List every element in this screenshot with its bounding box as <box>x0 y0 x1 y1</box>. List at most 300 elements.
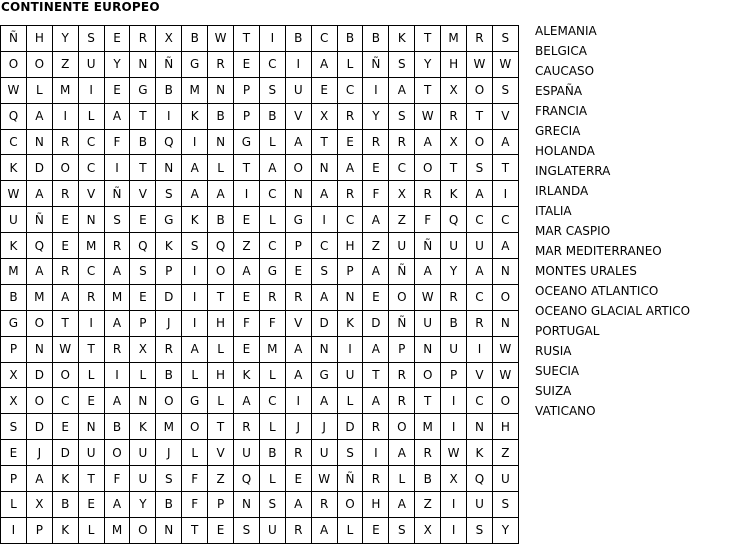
word-list-item: OCEANO ATLANTICO <box>535 284 659 298</box>
grid-cell: K <box>182 103 208 129</box>
grid-cell: I <box>104 155 130 181</box>
grid-cell: S <box>389 103 415 129</box>
grid-cell: A <box>182 155 208 181</box>
grid-row <box>1 207 519 233</box>
grid-cell: N <box>156 155 182 181</box>
grid-cell: L <box>389 466 415 492</box>
grid-cell: U <box>467 233 493 259</box>
grid-cell: T <box>208 414 234 440</box>
grid-cell: S <box>259 492 285 518</box>
grid-cell: S <box>492 26 518 52</box>
grid-cell: U <box>234 440 260 466</box>
grid-cell: R <box>285 284 311 310</box>
grid-cell: B <box>156 362 182 388</box>
grid-cell: A <box>26 466 52 492</box>
grid-cell: I <box>52 103 78 129</box>
grid-cell: W <box>492 336 518 362</box>
grid-cell: W <box>492 362 518 388</box>
grid-cell: B <box>182 26 208 52</box>
grid-cell: C <box>78 155 104 181</box>
grid-cell: M <box>156 414 182 440</box>
grid-cell: S <box>234 517 260 543</box>
word-list-item: MONTES URALES <box>535 264 637 278</box>
grid-cell: S <box>104 207 130 233</box>
grid-cell: V <box>492 103 518 129</box>
grid-cell: Y <box>52 26 78 52</box>
grid-cell: O <box>285 155 311 181</box>
grid-cell: L <box>130 362 156 388</box>
grid-cell: C <box>311 233 337 259</box>
grid-row <box>1 129 519 155</box>
grid-cell: V <box>208 440 234 466</box>
word-list-item: GRECIA <box>535 124 581 138</box>
grid-cell: K <box>389 26 415 52</box>
grid-cell: S <box>182 233 208 259</box>
grid-cell: G <box>130 77 156 103</box>
grid-cell: Z <box>415 492 441 518</box>
grid-cell: A <box>259 155 285 181</box>
grid-cell: I <box>311 207 337 233</box>
grid-cell: N <box>78 414 104 440</box>
grid-cell: I <box>182 284 208 310</box>
grid-cell: K <box>467 440 493 466</box>
grid-cell: W <box>415 103 441 129</box>
grid-cell: E <box>130 284 156 310</box>
grid-cell: Z <box>363 233 389 259</box>
grid-cell: Y <box>363 103 389 129</box>
grid-cell: D <box>337 414 363 440</box>
grid-cell: R <box>415 440 441 466</box>
grid-cell: A <box>389 492 415 518</box>
grid-cell: A <box>26 103 52 129</box>
grid-cell: K <box>1 155 27 181</box>
grid-cell: L <box>208 155 234 181</box>
grid-cell: U <box>1 207 27 233</box>
grid-cell: O <box>182 414 208 440</box>
grid-cell: R <box>467 26 493 52</box>
grid-cell: P <box>234 77 260 103</box>
grid-cell: T <box>441 155 467 181</box>
grid-cell: O <box>156 388 182 414</box>
grid-cell: C <box>78 129 104 155</box>
grid-cell: G <box>156 207 182 233</box>
grid-cell: X <box>311 103 337 129</box>
grid-cell: C <box>1 129 27 155</box>
grid-cell: H <box>363 492 389 518</box>
word-list-item: INGLATERRA <box>535 164 611 178</box>
grid-row <box>1 362 519 388</box>
grid-cell: L <box>259 129 285 155</box>
grid-cell: I <box>182 129 208 155</box>
grid-cell: Z <box>52 51 78 77</box>
grid-cell: Y <box>104 51 130 77</box>
grid-cell: Z <box>389 207 415 233</box>
grid-cell: N <box>130 51 156 77</box>
grid-cell: D <box>26 155 52 181</box>
grid-cell: M <box>415 414 441 440</box>
grid-row <box>1 284 519 310</box>
grid-cell: P <box>208 492 234 518</box>
grid-cell: I <box>441 492 467 518</box>
grid-cell: R <box>104 336 130 362</box>
grid-row <box>1 233 519 259</box>
grid-cell: I <box>156 103 182 129</box>
grid-cell: D <box>26 362 52 388</box>
grid-cell: E <box>234 336 260 362</box>
grid-cell: N <box>285 181 311 207</box>
grid-cell: C <box>311 26 337 52</box>
grid-cell: R <box>52 129 78 155</box>
grid-cell: C <box>389 155 415 181</box>
grid-row <box>1 26 519 52</box>
grid-cell: N <box>467 414 493 440</box>
grid-cell: R <box>363 414 389 440</box>
grid-cell: U <box>467 492 493 518</box>
grid-cell: R <box>441 103 467 129</box>
grid-cell: P <box>1 466 27 492</box>
grid-cell: T <box>415 26 441 52</box>
grid-cell: W <box>441 440 467 466</box>
grid-cell: O <box>492 284 518 310</box>
grid-cell: N <box>78 207 104 233</box>
grid-cell: E <box>363 284 389 310</box>
grid-cell: L <box>78 362 104 388</box>
grid-cell: R <box>389 362 415 388</box>
grid-cell: M <box>78 233 104 259</box>
grid-cell: V <box>130 181 156 207</box>
grid-cell: J <box>156 310 182 336</box>
grid-cell: U <box>130 440 156 466</box>
grid-cell: S <box>492 77 518 103</box>
grid-cell: R <box>389 129 415 155</box>
grid-cell: A <box>389 77 415 103</box>
word-list-item: ALEMANIA <box>535 24 597 38</box>
grid-cell: A <box>311 284 337 310</box>
grid-cell: G <box>285 207 311 233</box>
grid-cell: Z <box>492 440 518 466</box>
grid-cell: D <box>26 414 52 440</box>
grid-cell: V <box>467 362 493 388</box>
grid-cell: M <box>1 259 27 285</box>
grid-cell: U <box>78 440 104 466</box>
grid-cell: O <box>26 388 52 414</box>
grid-cell: T <box>415 77 441 103</box>
grid-cell: K <box>337 310 363 336</box>
grid-cell: U <box>441 233 467 259</box>
grid-cell: N <box>130 388 156 414</box>
grid-row <box>1 414 519 440</box>
grid-cell: J <box>26 440 52 466</box>
grid-cell: L <box>208 388 234 414</box>
grid-cell: A <box>311 388 337 414</box>
grid-cell: Ñ <box>363 51 389 77</box>
grid-cell: A <box>285 129 311 155</box>
grid-cell: E <box>78 492 104 518</box>
grid-cell: A <box>363 259 389 285</box>
word-search-grid <box>0 25 519 544</box>
grid-cell: A <box>285 362 311 388</box>
grid-cell: T <box>130 155 156 181</box>
grid-cell: R <box>234 414 260 440</box>
grid-cell: I <box>441 517 467 543</box>
grid-cell: O <box>26 310 52 336</box>
grid-row <box>1 440 519 466</box>
grid-cell: E <box>285 259 311 285</box>
grid-cell: D <box>363 310 389 336</box>
grid-cell: B <box>208 103 234 129</box>
grid-cell: N <box>337 284 363 310</box>
grid-cell: F <box>234 310 260 336</box>
grid-cell: L <box>182 440 208 466</box>
grid-cell: B <box>156 492 182 518</box>
grid-cell: N <box>208 77 234 103</box>
grid-row <box>1 259 519 285</box>
grid-row <box>1 310 519 336</box>
grid-cell: J <box>156 440 182 466</box>
grid-cell: A <box>52 284 78 310</box>
grid-cell: A <box>104 103 130 129</box>
grid-cell: E <box>234 207 260 233</box>
grid-cell: S <box>156 181 182 207</box>
grid-cell: M <box>26 284 52 310</box>
grid-cell: F <box>104 129 130 155</box>
word-list-item: ITALIA <box>535 204 572 218</box>
grid-cell: T <box>467 103 493 129</box>
grid-cell: A <box>26 259 52 285</box>
grid-cell: L <box>208 336 234 362</box>
grid-cell: S <box>259 77 285 103</box>
grid-cell: E <box>311 77 337 103</box>
grid-cell: I <box>363 77 389 103</box>
grid-cell: R <box>363 129 389 155</box>
grid-cell: L <box>337 51 363 77</box>
grid-cell: E <box>363 517 389 543</box>
grid-cell: O <box>415 155 441 181</box>
grid-cell: C <box>259 181 285 207</box>
grid-cell: U <box>492 466 518 492</box>
grid-cell: T <box>234 26 260 52</box>
grid-cell: C <box>467 388 493 414</box>
grid-cell: A <box>182 336 208 362</box>
grid-cell: K <box>52 517 78 543</box>
word-list-item: OCEANO GLACIAL ARTICO <box>535 304 691 318</box>
grid-cell: Y <box>415 51 441 77</box>
grid-cell: I <box>182 310 208 336</box>
grid-cell: U <box>441 336 467 362</box>
grid-cell: L <box>26 77 52 103</box>
grid-cell: O <box>389 284 415 310</box>
grid-cell: A <box>492 233 518 259</box>
grid-cell: S <box>467 517 493 543</box>
grid-cell: R <box>389 388 415 414</box>
grid-cell: R <box>78 284 104 310</box>
grid-row <box>1 517 519 543</box>
grid-cell: A <box>363 388 389 414</box>
grid-cell: A <box>285 492 311 518</box>
grid-cell: N <box>415 336 441 362</box>
grid-cell: N <box>26 336 52 362</box>
grid-cell: N <box>492 259 518 285</box>
grid-cell: A <box>363 336 389 362</box>
grid-cell: A <box>104 388 130 414</box>
grid-cell: I <box>182 259 208 285</box>
grid-cell: C <box>259 51 285 77</box>
word-list-item: BELGICA <box>535 44 587 58</box>
grid-cell: G <box>311 362 337 388</box>
grid-cell: R <box>415 181 441 207</box>
grid-cell: R <box>311 492 337 518</box>
grid-cell: R <box>156 336 182 362</box>
grid-cell: O <box>337 492 363 518</box>
grid-cell: D <box>52 440 78 466</box>
grid-cell: E <box>104 77 130 103</box>
grid-cell: O <box>52 362 78 388</box>
grid-cell: P <box>26 517 52 543</box>
grid-cell: Ñ <box>389 259 415 285</box>
grid-cell: P <box>234 103 260 129</box>
grid-cell: K <box>1 233 27 259</box>
grid-cell: W <box>1 181 27 207</box>
grid-cell: X <box>1 388 27 414</box>
grid-cell: M <box>182 77 208 103</box>
grid-cell: A <box>26 181 52 207</box>
grid-cell: Q <box>234 466 260 492</box>
grid-cell: A <box>492 129 518 155</box>
grid-cell: K <box>52 466 78 492</box>
grid-cell: N <box>208 129 234 155</box>
grid-cell: O <box>1 51 27 77</box>
grid-cell: G <box>182 51 208 77</box>
grid-cell: D <box>156 284 182 310</box>
grid-cell: E <box>1 440 27 466</box>
grid-row <box>1 181 519 207</box>
grid-cell: T <box>234 155 260 181</box>
grid-cell: R <box>467 310 493 336</box>
grid-cell: E <box>208 517 234 543</box>
grid-cell: L <box>182 362 208 388</box>
grid-cell: Z <box>234 233 260 259</box>
word-list-item: SUIZA <box>535 384 572 398</box>
grid-cell: G <box>234 129 260 155</box>
grid-row <box>1 466 519 492</box>
grid-cell: R <box>130 26 156 52</box>
grid-cell: O <box>26 51 52 77</box>
grid-cell: I <box>467 336 493 362</box>
grid-cell: B <box>259 103 285 129</box>
grid-cell: L <box>1 492 27 518</box>
grid-cell: N <box>234 492 260 518</box>
word-list <box>535 21 690 421</box>
grid-cell: E <box>52 233 78 259</box>
grid-cell: S <box>337 440 363 466</box>
grid-cell: P <box>285 233 311 259</box>
grid-cell: A <box>285 336 311 362</box>
grid-cell: F <box>259 310 285 336</box>
word-list-item: HOLANDA <box>535 144 595 158</box>
grid-cell: A <box>182 181 208 207</box>
grid-cell: K <box>441 181 467 207</box>
grid-cell: E <box>104 26 130 52</box>
grid-cell: H <box>441 51 467 77</box>
grid-cell: A <box>415 129 441 155</box>
word-list-item: SUECIA <box>535 364 580 378</box>
grid-cell: R <box>52 181 78 207</box>
grid-cell: C <box>259 388 285 414</box>
grid-cell: C <box>52 388 78 414</box>
grid-cell: A <box>311 181 337 207</box>
grid-cell: Q <box>467 466 493 492</box>
grid-cell: T <box>311 129 337 155</box>
grid-cell: Q <box>1 103 27 129</box>
grid-cell: P <box>441 362 467 388</box>
word-list-item: CAUCASO <box>535 64 595 78</box>
grid-cell: H <box>492 414 518 440</box>
grid-cell: A <box>337 155 363 181</box>
grid-cell: O <box>467 129 493 155</box>
grid-cell: B <box>415 466 441 492</box>
grid-cell: J <box>285 414 311 440</box>
grid-cell: R <box>104 233 130 259</box>
grid-cell: G <box>1 310 27 336</box>
grid-cell: F <box>415 207 441 233</box>
grid-cell: R <box>337 103 363 129</box>
grid-cell: U <box>415 310 441 336</box>
grid-cell: H <box>208 310 234 336</box>
grid-cell: F <box>182 492 208 518</box>
grid-cell: I <box>285 51 311 77</box>
grid-cell: O <box>130 517 156 543</box>
grid-cell: M <box>259 336 285 362</box>
grid-cell: C <box>259 233 285 259</box>
grid-cell: L <box>337 388 363 414</box>
grid-cell: Ñ <box>104 181 130 207</box>
grid-cell: A <box>389 440 415 466</box>
grid-cell: A <box>104 310 130 336</box>
grid-cell: E <box>363 155 389 181</box>
grid-cell: E <box>234 284 260 310</box>
grid-cell: X <box>26 492 52 518</box>
grid-cell: R <box>441 284 467 310</box>
grid-cell: A <box>363 207 389 233</box>
grid-cell: U <box>130 466 156 492</box>
grid-cell: P <box>1 336 27 362</box>
grid-cell: E <box>52 414 78 440</box>
grid-cell: T <box>492 155 518 181</box>
grid-cell: A <box>234 388 260 414</box>
grid-cell: S <box>78 26 104 52</box>
grid-cell: L <box>78 517 104 543</box>
grid-cell: F <box>363 181 389 207</box>
grid-cell: R <box>52 259 78 285</box>
grid-cell: Q <box>26 233 52 259</box>
grid-cell: A <box>311 51 337 77</box>
grid-cell: N <box>156 517 182 543</box>
grid-cell: P <box>389 336 415 362</box>
page-title: CONTINENTE EUROPEO <box>1 0 160 14</box>
grid-cell: L <box>259 466 285 492</box>
grid-cell: Q <box>208 233 234 259</box>
word-list-item: MAR CASPIO <box>535 224 611 238</box>
grid-cell: U <box>285 77 311 103</box>
grid-cell: Z <box>208 466 234 492</box>
grid-row <box>1 492 519 518</box>
grid-cell: S <box>130 259 156 285</box>
grid-cell: K <box>182 207 208 233</box>
grid-cell: X <box>441 466 467 492</box>
grid-cell: T <box>130 103 156 129</box>
grid-cell: M <box>441 26 467 52</box>
grid-cell: R <box>208 51 234 77</box>
